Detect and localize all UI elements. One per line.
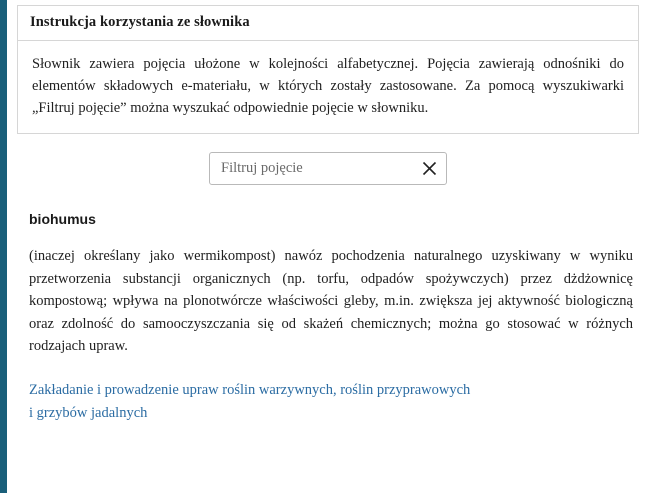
entry-reference-links	[29, 379, 633, 424]
instruction-title: Instrukcja korzystania ze słownika	[18, 6, 638, 41]
filter-row	[7, 152, 649, 185]
entry-definition: (inaczej określany jako wermikompost) nawóz pochodzenia naturalnego uzyskiwany w wyniku przetworzenia substancji organicznych (np. torfu, odpadów spożywczych) przez dżdżownicę kompostową; wpływa na plonotwórcze właściwości gleby, m.in. zwiększa jej aktywność biologiczną oraz zdolność do samooczyszczania się od skażeń chemicznych; można go stosować w różnych rodzajach upraw.	[29, 248, 633, 354]
entry-link[interactable]: Zakładanie i prowadzenie upraw roślin warzywnych, roślin przyprawowych	[29, 382, 471, 399]
instruction-body: Słownik zawiera pojęcia ułożone w kolejności alfabetycznej. Pojęcia zawierają odnośniki do elementów składowych e-materiału, w których zostały zastosowane. Za pomocą wyszukiwarki „Filtruj pojęcie” można wyszukać odpowiednie pojęcie w słowniku.	[32, 56, 624, 117]
filter-field-wrapper[interactable]	[209, 152, 447, 185]
entry-term: biohumus	[29, 211, 96, 228]
filter-input[interactable]	[210, 153, 412, 184]
dictionary-entry	[7, 211, 649, 424]
close-icon[interactable]	[412, 153, 446, 184]
entry-link[interactable]: i grzybów jadalnych	[29, 404, 148, 421]
dictionary-page	[7, 0, 649, 493]
page-accent-rail	[0, 0, 7, 493]
instruction-panel	[17, 5, 639, 134]
